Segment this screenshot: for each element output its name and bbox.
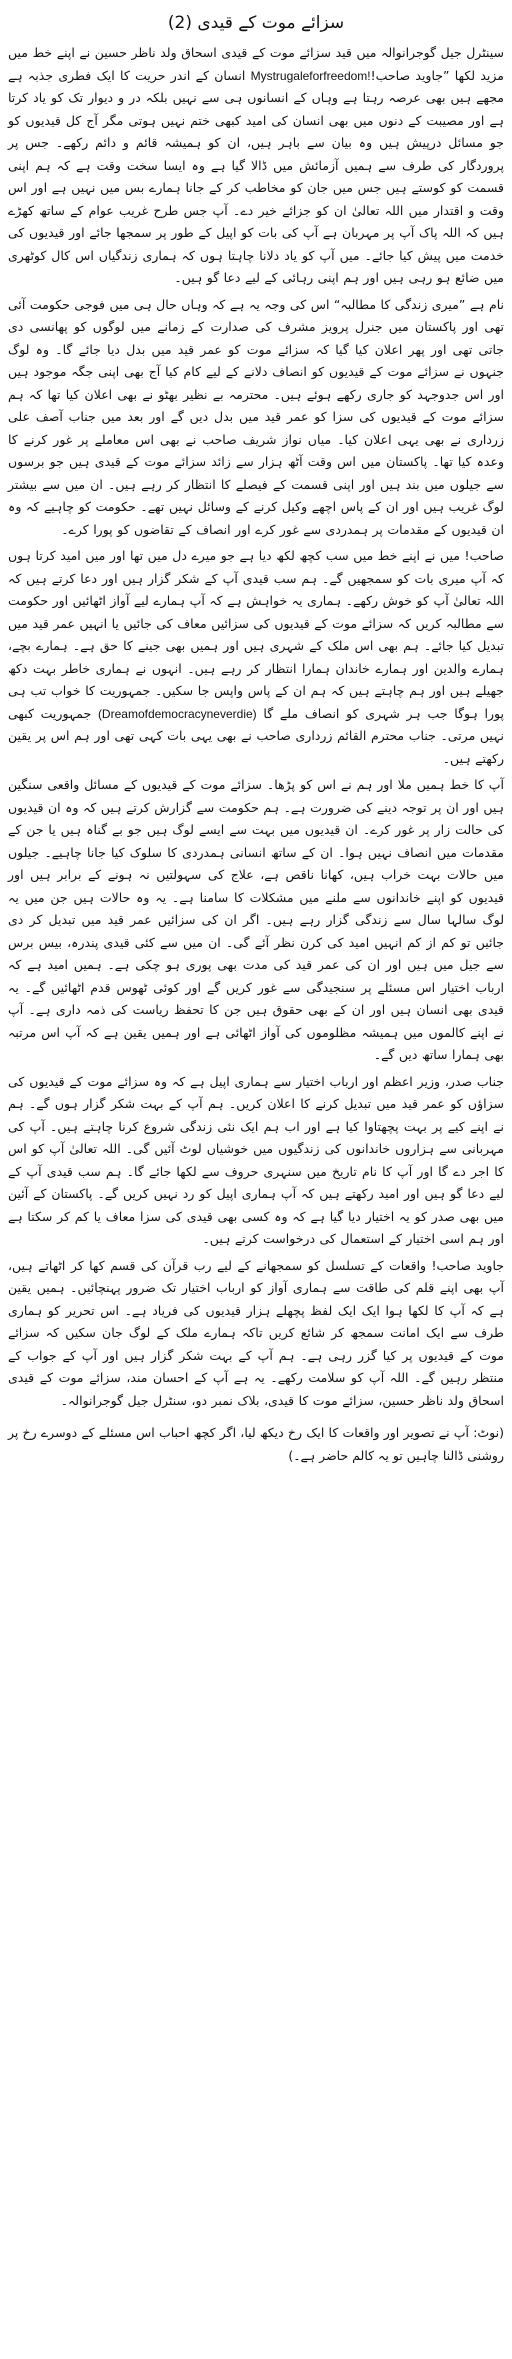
article-paragraph <box>8 1071 504 1251</box>
article-paragraph <box>8 294 504 542</box>
article-title: سزائے موت کے قیدی (2) <box>167 13 345 33</box>
paragraph-text: صاحب! میں نے اپنے خط میں سب کچھ لکھ دیا ہے جو میرے دل میں تھا اور میں امید کرتا ہوں کہ آپ میری بات کو سمجھیں گے۔ ہم سب قیدی آپ کے شکر گزار ہیں اور دعا کرتے ہیں کہ اللہ تعالیٰ آپ کو خوش رکھے۔ ہماری یہ خواہش ہے کہ آپ ہمارے لیے آواز اٹھائیں اور حکومت سے مطالبہ کریں کہ سزائے موت کے قیدیوں کی سزائیں معاف کی جائیں یا انہیں عمر قید میں تبدیل کیا جائے۔ ہم بھی اس ملک کے شہری ہیں اور ہمیں بھی جینے کا حق ہے۔ ہمارے بچے، ہمارے والدین اور ہمارے خاندان ہمارا انتظار کر رہے ہیں۔ انہوں نے ہماری خاطر بہت دکھ جھیلے ہیں اور ہم چاہتے ہیں کہ ہم ان کے پاس واپس جا سکیں۔ جمہوریت کا خواب تب ہی پورا ہوگا جب ہر شہری کو انصاف ملے گا <box>8 548 504 721</box>
article-paragraph <box>8 545 504 770</box>
paragraph-text: آپ کا خط ہمیں ملا اور ہم نے اس کو پڑھا۔ سزائے موت کے قیدیوں کے مسائل واقعی سنگین ہیں اور ان پر توجہ دینے کی ضرورت ہے۔ ہم حکومت سے گزارش کرتے ہیں کہ وہ ان قیدیوں کی حالت زار پر غور کرے۔ ان قیدیوں میں بہت سے ایسے لوگ ہیں جو بے گناہ ہیں یا جن کے مقدمات میں انصاف نہیں ہوا۔ ان کے ساتھ انسانی ہمدردی کا سلوک کیا جانا چاہیے۔ جیلوں میں حالات بہت خراب ہیں، کھانا ناقص ہے، علاج کی سہولتیں نہ ہونے کے برابر ہیں اور قیدیوں کو اپنے خاندانوں سے ملنے میں مشکلات کا سامنا ہے۔ یہ وہ حالات ہیں جن میں یہ لوگ سالہا سال سے زندگی گزار رہے ہیں۔ اگر ان کی سزائیں عمر قید میں تبدیل کر دی جائیں تو کم از کم انہیں امید کی کرن نظر آئے گی۔ ان میں سے کئی قیدی پندرہ، بیس برس سے جیل میں ہیں اور ان کی عمر قید کی مدت بھی پوری ہو چکی ہے۔ ہمیں امید ہے کہ ارباب اختیار اس مسئلے پر سنجیدگی سے غور کریں گے اور کوئی ٹھوس قدم اٹھائیں گے۔ یہ قیدی بھی انسان ہیں اور ان کے بھی حقوق ہیں جن کا تحفظ ریاست کی ذمہ داری ہے۔ آپ نے اپنے کالموں میں ہمیشہ مظلوموں کی آواز اٹھائی ہے اور ہمیں یقین ہے کہ آپ اس مرتبہ بھی ہمارا ساتھ دیں گے۔ <box>8 777 504 1062</box>
paragraph-text: سینٹرل جیل گوجرانوالہ میں قید سزائے موت کے قیدی اسحاق ولد ناظر حسین نے اپنے خط میں مزید لکھا ”جاوید صاحب! <box>8 45 504 83</box>
article-paragraph <box>8 42 504 290</box>
article-body <box>8 42 504 1412</box>
article-note: (نوٹ: آپ نے تصویر اور واقعات کا ایک رخ دیکھ لیا، اگر کچھ احباب اس مسئلے کے دوسرے رخ پر روشنی ڈالنا چاہیں تو یہ کالم حاضر ہے۔) <box>8 1425 504 1463</box>
paragraph-text: نام ہے ”میری زندگی کا مطالبہ“ اس کی وجہ یہ ہے کہ وہاں حال ہی میں فوجی حکومت آئی تھی اور پاکستان میں جنرل پرویز مشرف کی صدارت کے زمانے میں لوگوں کو پھانسی دی جاتی تھی اور پھر اعلان کیا گیا کہ سزائے موت کو عمر قید میں بدل دیا جائے گا۔ وہ لوگ جنہوں نے سزائے موت کے قیدیوں کو انصاف دلانے کے لیے کام کیا آج بھی اپنی جگہ موجود ہیں اور اس جدوجہد کو جاری رکھے ہوئے ہیں۔ محترمہ بے نظیر بھٹو نے بھی اعلان کیا تھا کہ ہم سزائے موت کے قیدیوں کی سزا کو عمر قید میں بدل دیں گے اور بعد میں جناب آصف علی زرداری نے بھی یہی اعلان کیا۔ میاں نواز شریف صاحب نے بھی اس معاملے پر غور کرنے کا وعدہ کیا تھا۔ پاکستان میں اس وقت آٹھ ہزار سے زائد سزائے موت کے قیدی ہیں جو برسوں سے جیلوں میں بند ہیں اور اپنی قسمت کے فیصلے کا انتظار کر رہے ہیں۔ ان میں سے بیشتر لوگ غریب ہیں اور ان کے پاس اچھے وکیل کرنے کے وسائل نہیں تھے۔ حکومت کو چاہیے کہ وہ ان قیدیوں کے مقدمات پر ہمدردی سے غور کرے اور انصاف کے تقاضوں کو پورا کرے۔ <box>8 296 504 537</box>
paragraph-text: انسان کے اندر حریت کا ایک فطری جذبہ ہے مجھے ہیں بھی عرصہ رہتا ہے وہاں کے انسانوں ہی سے نہیں بلکہ در و دیوار تک کو یاد کرتا ہے اور مصیبت کے دنوں میں بھی انسان کی امید کبھی ختم نہیں ہوتی مگر آج کل قیدیوں کو جو مسائل درپیش ہیں وہ بیان سے باہر ہیں، ان کو ہمیشہ قائم و دائم رکھے۔ جس پر پروردگار کی طرف سے ہمیں آزمائش میں ڈالا گیا ہے وہ ایسا سخت وقت ہے کہ ہم اپنی قسمت کو کوستے ہیں جس میں جان کو مخاطب کر کے جانا ہمارے بس میں نہیں ہے اور اس وقت و اقتدار میں اللہ تعالیٰ ان کو جزائے خیر دے۔ آپ جس طرح غریب عوام کے ساتھ کھڑے ہیں کہ اللہ پاک آپ پر مہربان ہے آپ کی بات کو اپیل کے طور پر سمجھا جائے اور قیدیوں کی خدمت میں پیش کیا جائے۔ میں آپ کو یاد دلانا چاہتا ہوں کہ ہماری زندگیاں اس کال کوٹھری میں ضائع ہو رہی ہیں اور ہم اپنی رہائی کے لیے دعا گو ہیں۔ <box>8 67 504 285</box>
article-paragraph <box>8 1255 504 1413</box>
article-paragraph <box>8 774 504 1067</box>
paragraph-text: جمہوریت کبھی نہیں مرتی۔ جناب محترم القائم زرداری صاحب نے بھی یہی بات کہی تھی اور ہم اس پر یقین رکھتے ہیں۔ <box>8 705 504 766</box>
paragraph-latin-text: Mystrugaleforfreedom! <box>250 68 371 83</box>
paragraph-latin-text: (Dreamofdemocracyneverdie) <box>97 706 257 721</box>
paragraph-text: جناب صدر، وزیر اعظم اور ارباب اختیار سے ہماری اپیل ہے کہ وہ سزائے موت کے قیدیوں کی سزاؤں کو عمر قید میں تبدیل کرنے کا اعلان کریں۔ ہم آپ کے بہت شکر گزار ہوں گے۔ ہم نے اپنے کیے پر بہت پچھتاوا کیا ہے اور اب ہم ایک نئی زندگی شروع کرنا چاہتے ہیں۔ آپ کی مہربانی سے ہزاروں خاندانوں کی زندگیوں میں خوشیاں لوٹ آئیں گی۔ اللہ تعالیٰ آپ کو اس کا اجر دے گا اور آپ کا نام تاریخ میں سنہری حروف سے لکھا جائے گا۔ ہم سب قیدی آپ کے لیے دعا گو ہیں اور امید رکھتے ہیں کہ آپ ہماری اپیل کو رد نہیں کریں گے۔ پاکستان کے آئین میں بھی صدر کو یہ اختیار دیا گیا ہے کہ وہ کسی بھی قیدی کی سزا معاف یا کم کر سکتا ہے اور ہم اسی اختیار کے استعمال کی درخواست کرتے ہیں۔ <box>8 1073 504 1246</box>
paragraph-text: جاوید صاحب! واقعات کے تسلسل کو سمجھانے کے لیے رب قرآن کی قسم کھا کر اٹھاتے ہیں، آپ بھی اپنے قلم کی طاقت سے ہماری آواز کو ارباب اختیار تک ضرور پہنچائیں۔ ہمیں یقین ہے کہ آپ کا لکھا ہوا ایک ایک لفظ پچھلے ہزار قیدیوں کی فریاد ہے۔ اس تحریر کو ہماری طرف سے ایک امانت سمجھ کر شائع کریں تاکہ ہمارے ملک کے لوگ جان سکیں کہ سزائے موت کے قیدیوں پر کیا گزر رہی ہے۔ ہم آپ کے بہت شکر گزار ہیں اور آپ کے جواب کے منتظر رہیں گے۔ اللہ آپ کو سلامت رکھے۔ یہ ہے آپ کے احسان مند، سزائے موت کے قیدی اسحاق ولد ناظر حسین، سزائے موت کا قیدی، بلاک نمبر دو، سنٹرل جیل گوجرانوالہ۔ <box>8 1257 504 1408</box>
